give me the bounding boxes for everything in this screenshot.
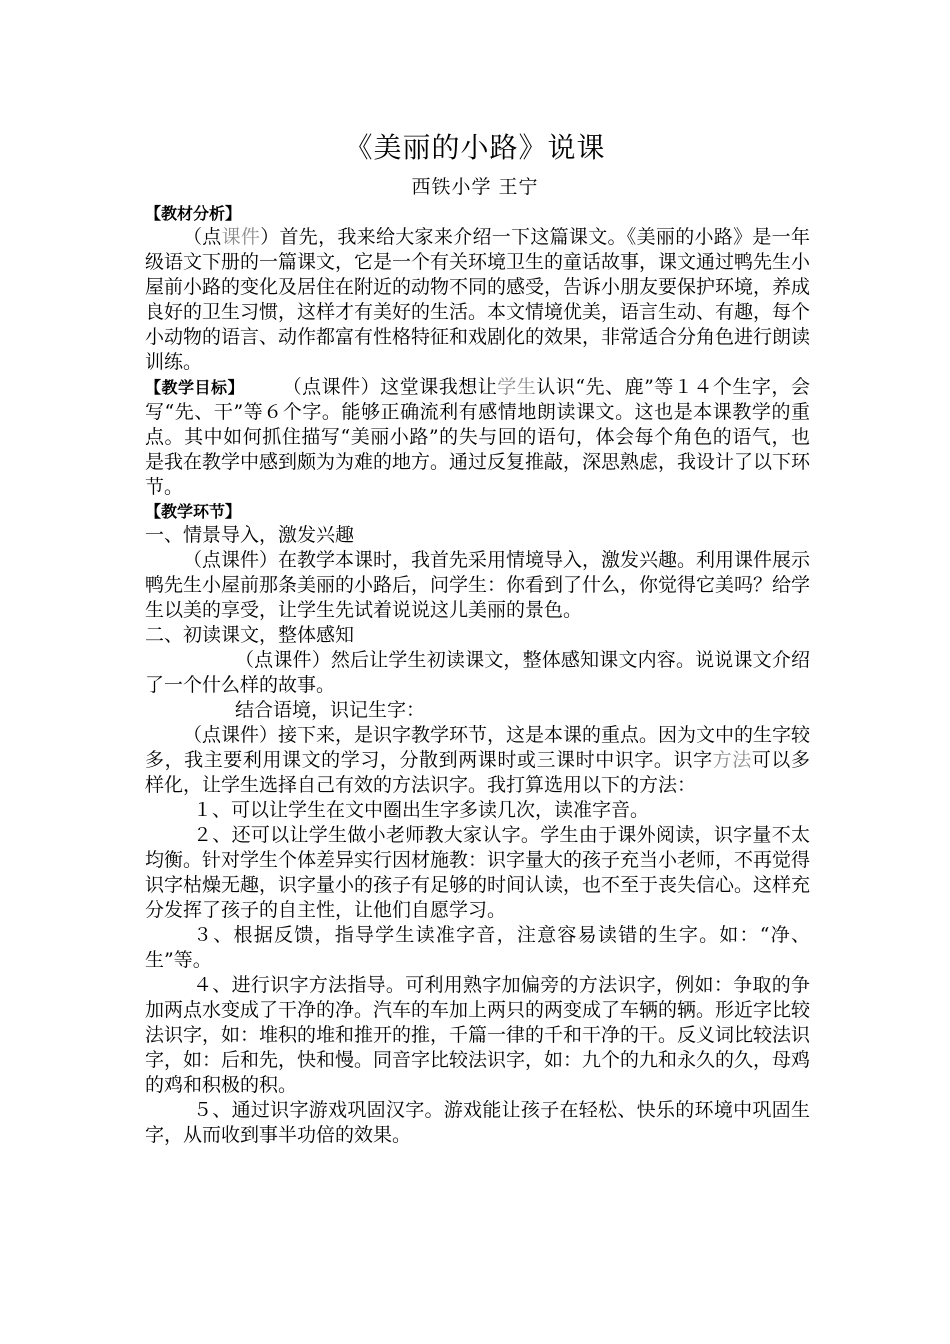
author-line: 西铁小学 王宁 <box>411 176 539 198</box>
section-heading-goals: 【教学目标】 <box>145 378 245 397</box>
page-title: 《美丽的小路》说课 <box>344 131 606 164</box>
list-item-5: ５、通过识字游戏巩固汉字。游戏能让孩子在轻松、快乐的环境中巩固生字，从而收到事半功倍的效果。 <box>145 1099 810 1146</box>
paragraph-text: 认识“先、鹿”等１４个生字，会写“先、干”等６个字。能够正确流利有感情地朗读课文。这也是本课教学的重点。其中如何抓住描写“美丽小路”的失与回的语句，体会每个角色的语气，也是我在教学中感到颇为为难的地方。通过反复推敲，深思熟虑，我设计了以下环节。 <box>145 376 811 498</box>
step-2-paragraph: （点课件）然后让学生初读课文，整体感知课文内容。说说课文介绍了一个什么样的故事。 <box>145 649 810 696</box>
paragraph-analysis <box>145 225 810 375</box>
paragraph-text: 可以多样化，让学生选择自己有效的方法识字。我打算选用以下的方法： <box>145 749 810 796</box>
paragraph-text: （点课件）接下来，是识字教学环节，这是本课的重点。因为文中的生字较多，我主要利用课文的学习，分散到两课时或三课时中识字。识字 <box>145 724 811 771</box>
highlight-text: 方法 <box>712 749 752 771</box>
step-2-title: 二、初读课文，整体感知 <box>145 624 355 646</box>
highlight-text: 学生 <box>497 376 537 398</box>
highlight-text: 课件 <box>221 226 261 248</box>
step-1-paragraph: （点课件）在教学本课时，我首先采用情境导入，激发兴趣。利用课件展示鸭先生小屋前那条美丽的小路后，问学生：你看到了什么，你觉得它美吗？给学生以美的享受，让学生先试着说说这儿美丽的景色。 <box>145 549 811 621</box>
list-item-1: １、可以让学生在文中圈出生字多读几次，读准字音。 <box>193 799 650 821</box>
step-1-title: 一、情景导入，激发兴趣 <box>145 524 355 546</box>
list-item-4: ４、进行识字方法指导。可利用熟字加偏旁的方法识字，例如：争取的争加两点水变成了干净的净。汽车的车加上两只的两变成了车辆的辆。形近字比较法识字，如：堆积的堆和推开的推，千篇一律的千和干净的干。反义词比较法识字，如：后和先，快和慢。同音字比较法识字，如：九个的九和永久的久，母鸡的鸡和积极的积。 <box>145 974 811 1096</box>
section-heading-steps: 【教学环节】 <box>145 502 242 521</box>
paragraph-goals <box>145 375 810 500</box>
step-2-subheading: 结合语境，识记生字： <box>235 699 426 721</box>
paragraph-text: ）首先，我来给大家来介绍一下这篇课文。《美丽的小路》是一年级语文下册的一篇课文，它是一个有关环境卫生的童话故事，课文通过鸭先生小屋前小路的变化及居住在附近的动物不同的感受，告诉小朋友要保护环境，养成良好的卫生习惯，这样才有美好的生活。本文情境优美，语言生动、有趣，每个小动物的语言、动作都富有性格特征和戏剧化的效果，非常适合分角色进行朗读训练。 <box>145 226 811 373</box>
step-2-paragraph-2 <box>145 723 810 798</box>
document-body <box>145 202 810 1148</box>
list-item-3: ３、根据反馈，指导学生读准字音，注意容易读错的生字。如：“净、生”等。 <box>145 924 810 971</box>
paragraph-text: （点课件）这堂课我想让 <box>282 376 498 398</box>
list-item-2: ２、还可以让学生做小老师教大家认字。学生由于课外阅读，识字量不太均衡。针对学生个体差异实行因材施教：识字量大的孩子充当小老师，不再觉得识字枯燥无趣，识字量小的孩子有足够的时间认读，也不至于丧失信心。这样充分发挥了孩子的自主性，让他们自愿学习。 <box>145 824 811 921</box>
section-heading-analysis: 【教材分析】 <box>145 204 242 223</box>
paragraph-text: （点 <box>183 226 222 248</box>
